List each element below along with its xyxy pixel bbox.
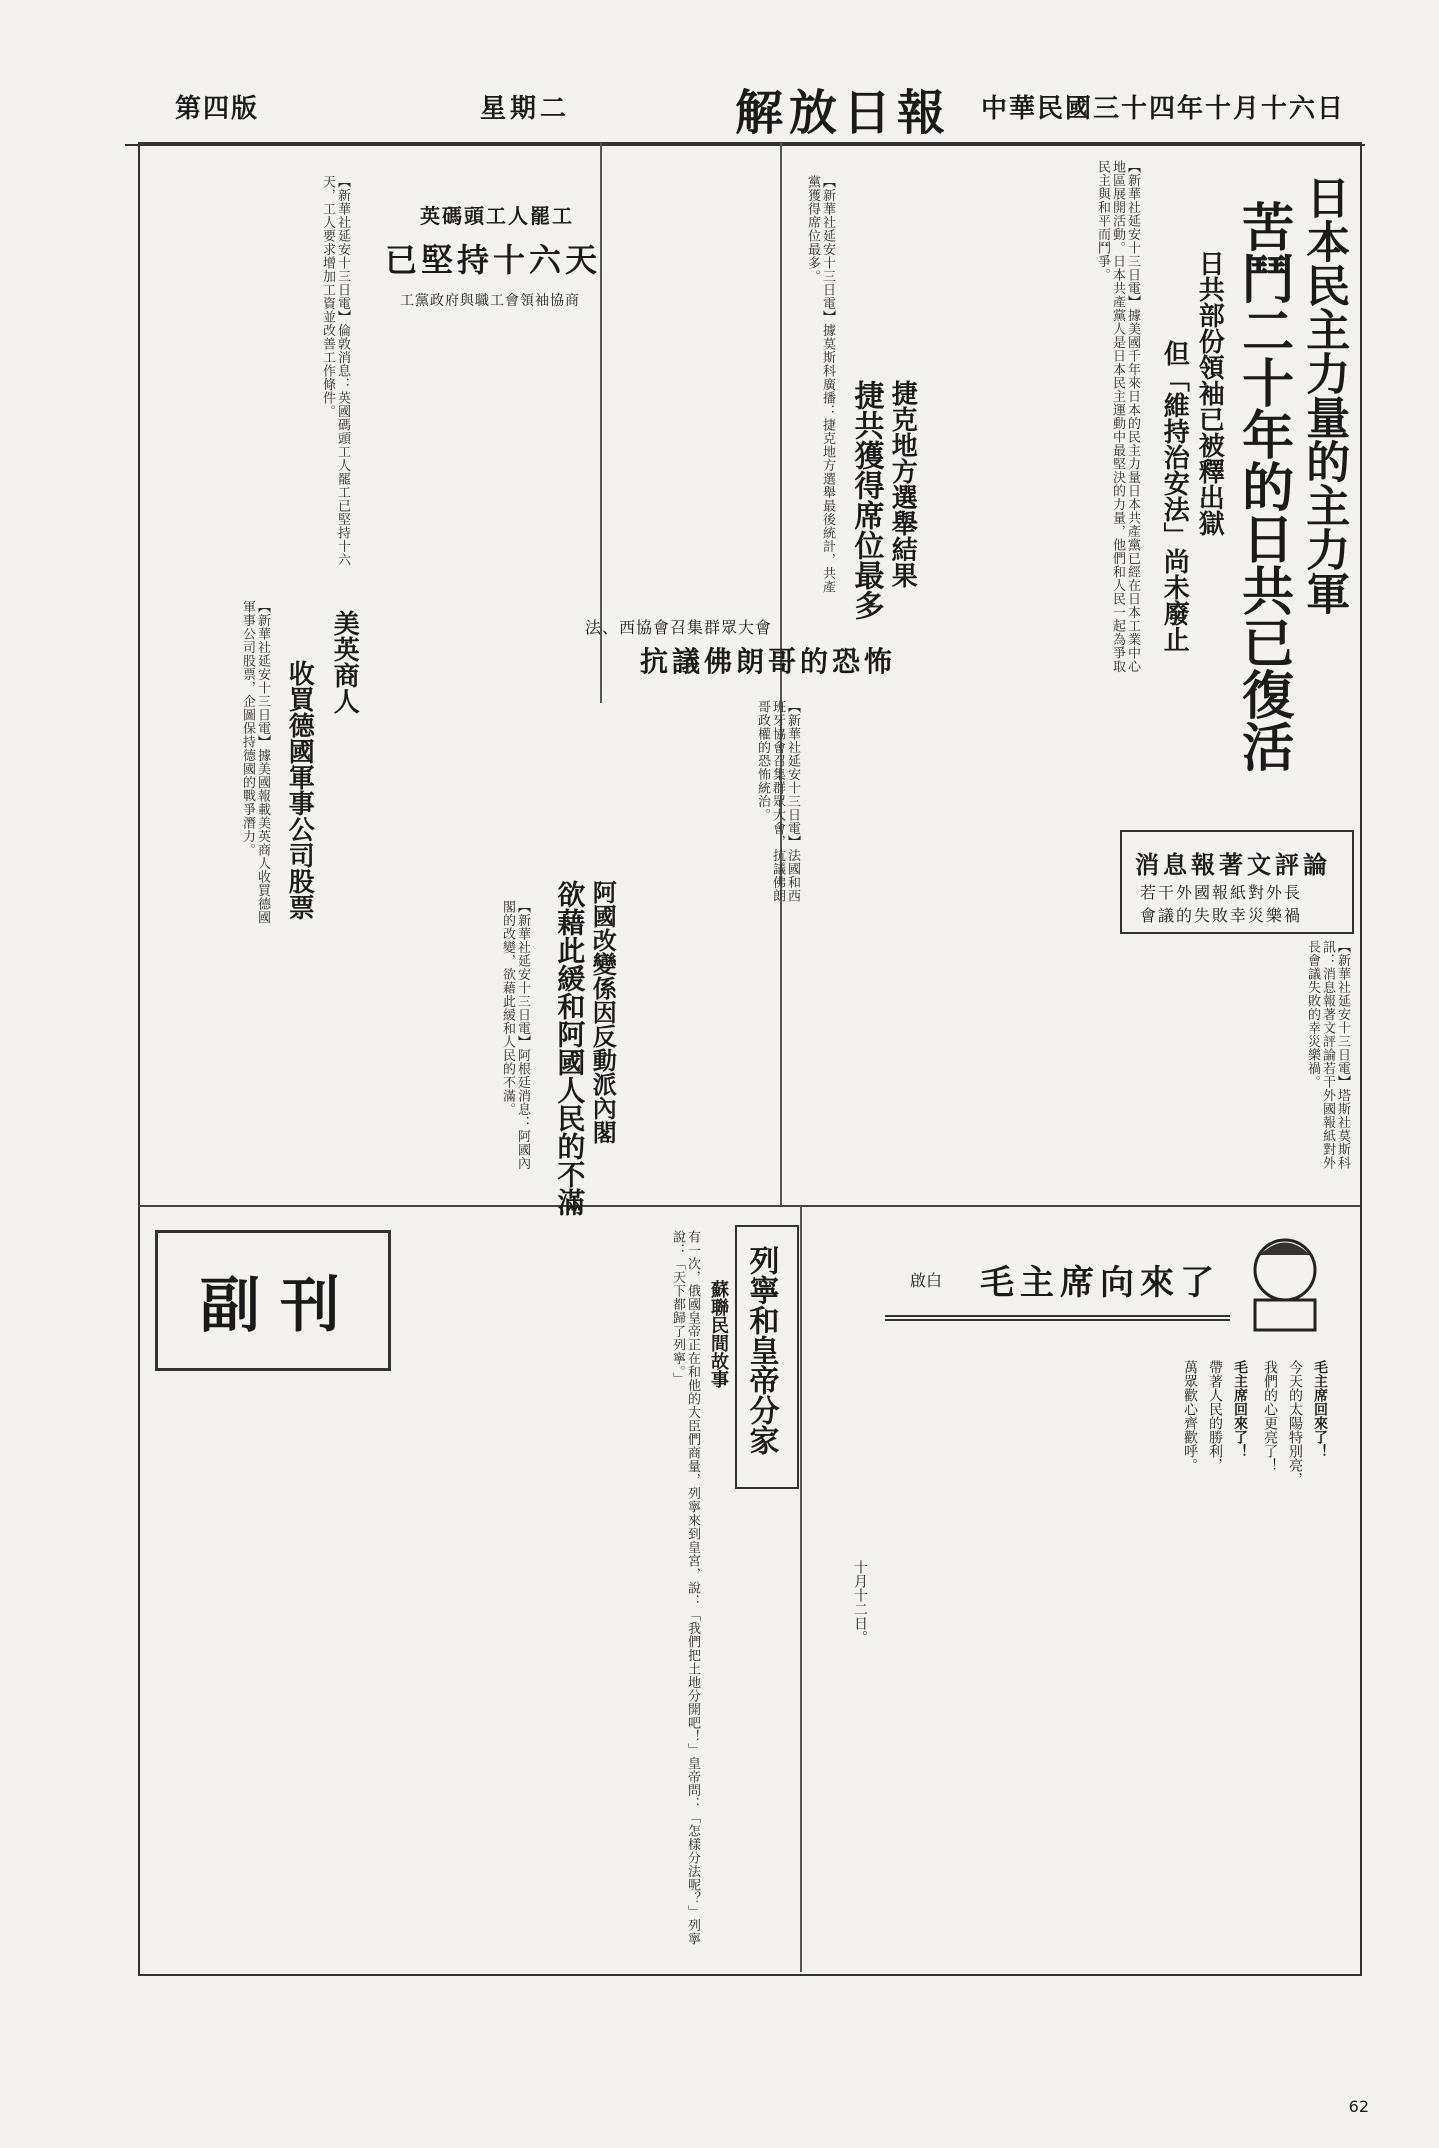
subheadline: 捷克地方選舉結果 — [887, 380, 918, 588]
poem-line: 毛主席回來了！ — [1312, 1360, 1328, 1458]
poem-line: 毛主席回來了！ — [1232, 1360, 1248, 1458]
article-body: 【新華社延安十三日電】據莫斯科廣播：捷克地方選舉最後統計，共產黨獲得席位最多。 — [805, 175, 835, 594]
article-body: 【新華社延安十三日電】據美國報載美英商人收買德國軍事公司股票，企圖保持德國的戰爭潛力。 — [240, 600, 270, 924]
story-title: 列寧和皇帝分家 — [743, 1245, 779, 1455]
deck: 工黨政府與職工會領袖協商 — [400, 293, 580, 309]
subheadline: 阿國改變係因反動派內閣 — [588, 880, 618, 1144]
headline: 已堅持十六天 — [385, 241, 602, 279]
weekday-label: 星期二 — [480, 94, 571, 124]
headline: 日本民主力量的主力軍 — [1298, 175, 1350, 615]
deck: 日共部份領袖已被釋出獄 — [1194, 250, 1225, 536]
box-subtitle: 會議的失敗幸災樂禍 — [1140, 906, 1303, 925]
article-body: 【新華社延安十三日電】據美國千年來日本的民主力量日本共產黨已經在日本工業中心地區展開活動。日本共產黨人是日本民主運動中最堅決的力量，他們和人民一起為爭取民主與和平而鬥爭。 — [1095, 160, 1140, 673]
poem-date: 十月十二日。 — [852, 1560, 868, 1644]
page-number: 62 — [1348, 2097, 1369, 2116]
subheadline: 收買德國軍事公司股票 — [284, 660, 315, 920]
headline: 欲藉此緩和阿國人民的不滿 — [553, 880, 587, 1216]
poem-author: 啟白 — [910, 1271, 943, 1290]
feature-logo: 副刊 — [200, 1271, 360, 1341]
masthead — [125, 70, 1365, 141]
poem-line: 我們的心更亮了！ — [1262, 1360, 1278, 1472]
headline: 美英商人 — [329, 610, 360, 714]
issue-label: 第四版 — [175, 94, 260, 124]
headline: 捷共獲得席位最多 — [848, 380, 884, 620]
poem-line: 帶著人民的勝利， — [1207, 1360, 1223, 1472]
story-subtitle: 蘇聯民間故事 — [708, 1280, 729, 1388]
newspaper-title: 解放日報 — [735, 85, 952, 141]
article-body: 【新華社延安十三日電】塔斯社莫斯科訊：消息報著文評論若干外國報紙對外長會議失敗的幸災樂禍。 — [1305, 940, 1350, 1170]
issue-date: 中華民國三十四年十月十六日 — [980, 94, 1345, 124]
deck: 但「維持治安法」尚未廢止 — [1159, 340, 1190, 652]
ornament-rule — [885, 1315, 1230, 1321]
kicker: 法、西協會召集群眾大會 — [585, 618, 773, 637]
headline: 抗議佛朗哥的恐怖 — [640, 645, 897, 678]
article-body: 【新華社延安十三日電】倫敦消息：英國碼頭工人罷工已堅持十六天，工人要求增加工資並改善工作條件。 — [320, 175, 350, 567]
story-body: 有一次，俄國皇帝正在和他的大臣們商量，列寧來到皇宮，說：「我們把土地分開吧！」皇帝問：「怎樣分法呢？」列寧說：「天下都歸了列寧。」 — [670, 1230, 700, 1946]
box-title: 消息報著文評論 — [1135, 850, 1331, 879]
portrait-illustration — [1235, 1225, 1335, 1335]
kicker: 英碼頭工人罷工 — [420, 204, 574, 228]
box-subtitle: 若干外國報紙對外長 — [1140, 883, 1303, 902]
section-divider — [138, 1205, 1360, 1207]
article-body: 【新華社延安十三日電】阿根廷消息：阿國內閣的改變，欲藉此緩和人民的不滿。 — [500, 900, 530, 1170]
subheadline: 苦鬥二十年的日共已復活 — [1232, 200, 1294, 772]
poem-line: 萬眾歡心齊歡呼。 — [1182, 1360, 1198, 1472]
article-body: 【新華社延安十三日電】法國和西班牙協會召集群眾大會，抗議佛朗哥政權的恐怖統治。 — [755, 700, 800, 903]
poem-line: 今天的太陽特別亮， — [1287, 1360, 1303, 1486]
column-divider — [800, 1206, 802, 1972]
poem-title: 毛主席向來了 — [980, 1263, 1220, 1303]
